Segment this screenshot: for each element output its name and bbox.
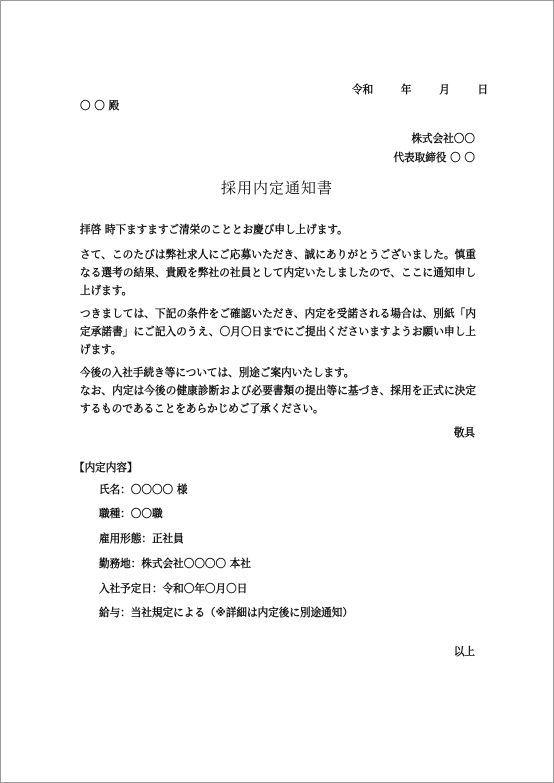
detail-employment-type: 雇用形態：正社員 (99, 533, 184, 545)
detail-salary: 給与：当社規定による（※詳細は内定後に別途通知） (99, 607, 353, 619)
detail-start-date: 入社予定日：令和〇年〇月〇日 (99, 583, 248, 595)
detail-job-type: 職種：〇〇職 (99, 508, 163, 520)
paragraph-acceptance (80, 305, 476, 359)
greeting-text: 拝啓 時下ますますご清栄のこととお慶び申し上げます。 (80, 224, 348, 236)
date-month: 月 (439, 84, 450, 96)
paragraph-application-text: さて、このたびは弊社求人にご応募いただき、誠にありがとうございました。慎重なる選考の結果、貴殿を弊社の社員として内定いたしましたので、ここに通知申し上げます。 (80, 249, 476, 297)
paragraph-procedure (80, 364, 476, 418)
detail-name: 氏名：〇〇〇〇 様 (99, 484, 188, 496)
closing-word: 敬具 (453, 427, 475, 439)
date-era: 令和 (352, 84, 374, 96)
end-mark: 以上 (453, 646, 475, 658)
date-day: 日 (477, 84, 489, 96)
issue-date (352, 82, 488, 97)
paragraph-acceptance-text: つきましては、下記の条件をご確認いただき、内定を受諾される場合は、別紙「内定承諾書」にご記入のうえ、〇月〇日までにご提出くださいますようお願い申し上げます。 (80, 308, 476, 356)
paragraph-procedure-line1: 今後の入社手続き等については、別途ご案内いたします。 (80, 367, 355, 379)
paragraph-application (80, 246, 476, 300)
paragraph-procedure-line2: なお、内定は今後の健康診断および必要書類の提出等に基づき、採用を正式に決定するものであることをあらかじめご了承ください。 (80, 385, 476, 415)
detail-work-location: 勤務地：株式会社〇〇〇〇 本社 (99, 558, 251, 570)
greeting-line (80, 221, 476, 239)
document-title: 採用内定通知書 (220, 179, 333, 197)
sender-representative: 代表取締役 〇 〇 (393, 152, 475, 164)
date-year: 年 (400, 84, 412, 96)
sender-company: 株式会社〇〇 (411, 133, 475, 145)
details-heading: 【内定内容】 (74, 462, 138, 474)
recipient-name: 〇 〇 殿 (80, 100, 120, 112)
